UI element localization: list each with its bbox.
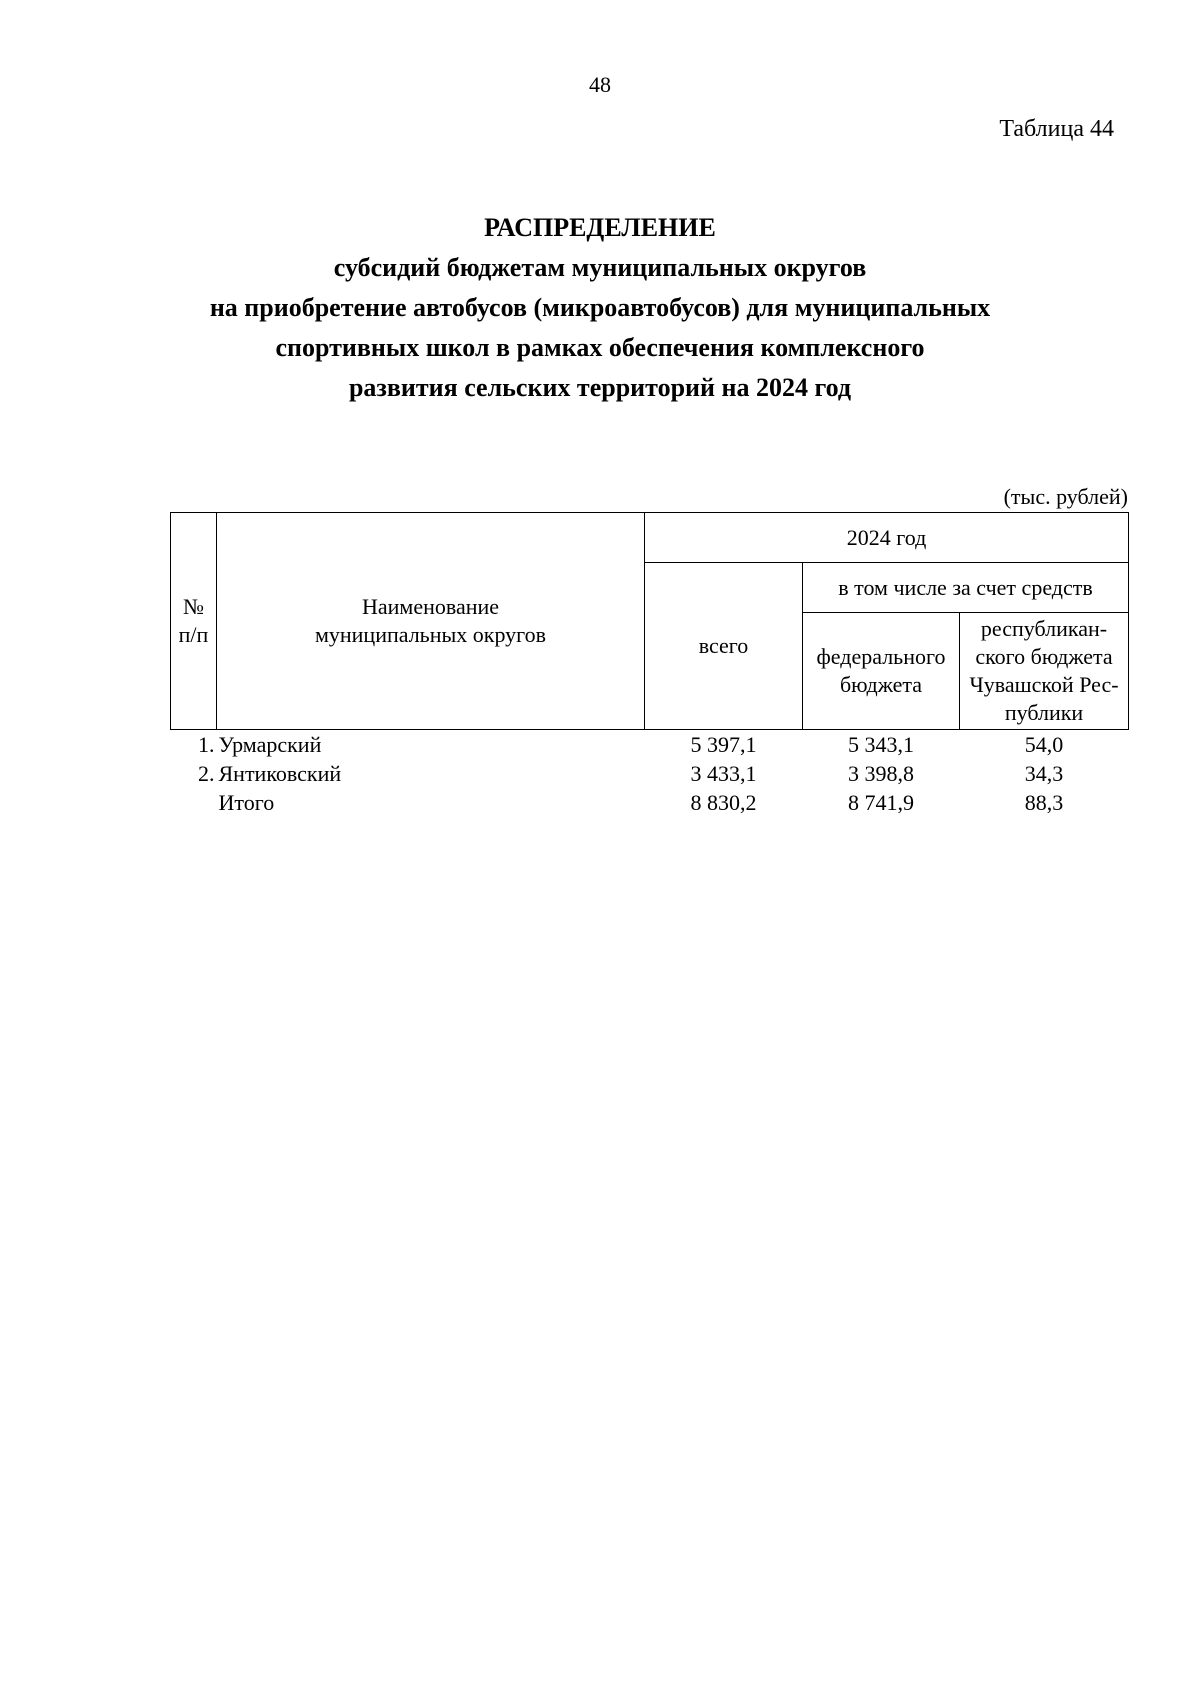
header-republic <box>960 613 1129 730</box>
row-republic: 34,3 <box>1024 761 1064 786</box>
row-name: Янтиковский <box>218 761 342 786</box>
row-federal: 5 343,1 <box>848 732 914 757</box>
subsidy-table <box>170 512 1129 817</box>
header-name <box>217 513 645 730</box>
table-body <box>171 730 1129 818</box>
title-line-4: спортивных школ в рамках обеспечения комплексного <box>275 333 925 362</box>
header-number-line-2: п/п <box>178 622 209 647</box>
header-republic-line-2: ского бюджета <box>975 644 1113 669</box>
table-header <box>171 513 1129 730</box>
header-including: в том числе за счет средств <box>803 563 1129 613</box>
row-republic: 88,3 <box>1024 790 1064 815</box>
document-title <box>0 208 1200 408</box>
table-row <box>171 730 1129 760</box>
row-name: Итого <box>218 790 275 815</box>
table-row-total <box>171 788 1129 817</box>
header-number-line-1: № <box>183 594 204 619</box>
row-federal: 8 741,9 <box>848 790 914 815</box>
title-line-1: РАСПРЕДЕЛЕНИЕ <box>484 213 716 242</box>
header-number <box>171 513 217 730</box>
units-label: (тыс. рублей) <box>1003 484 1128 509</box>
title-line-3: на приобретение автобусов (микроавтобусов) для муниципальных <box>209 293 991 322</box>
row-number: 2. <box>198 761 215 786</box>
title-line-5: развития сельских территорий на 2024 год <box>348 373 852 402</box>
header-republic-line-3: Чувашской Рес- <box>969 672 1119 697</box>
header-name-line-1: Наименование <box>361 594 500 619</box>
row-federal: 3 398,8 <box>848 761 914 786</box>
row-number: 1. <box>198 732 215 757</box>
row-total: 8 830,2 <box>690 790 757 815</box>
page-number: 48 <box>589 72 611 97</box>
table-label: Таблица 44 <box>999 116 1114 142</box>
header-republic-line-4: публики <box>1004 700 1084 725</box>
header-federal-line-2: бюджета <box>839 672 923 697</box>
header-federal-line-1: федерального <box>816 644 946 669</box>
header-year: 2024 год <box>645 513 1129 563</box>
header-federal <box>803 613 960 730</box>
header-name-line-2: муниципальных округов <box>314 622 547 647</box>
row-total: 3 433,1 <box>690 761 757 786</box>
title-line-2: субсидий бюджетам муниципальных округов <box>333 253 867 282</box>
row-number <box>171 788 217 817</box>
header-republic-line-1: республикан- <box>980 616 1108 641</box>
header-total: всего <box>645 563 803 730</box>
row-republic: 54,0 <box>1024 732 1064 757</box>
table-row <box>171 759 1129 788</box>
row-total: 5 397,1 <box>690 732 757 757</box>
row-name: Урмарский <box>218 732 322 757</box>
